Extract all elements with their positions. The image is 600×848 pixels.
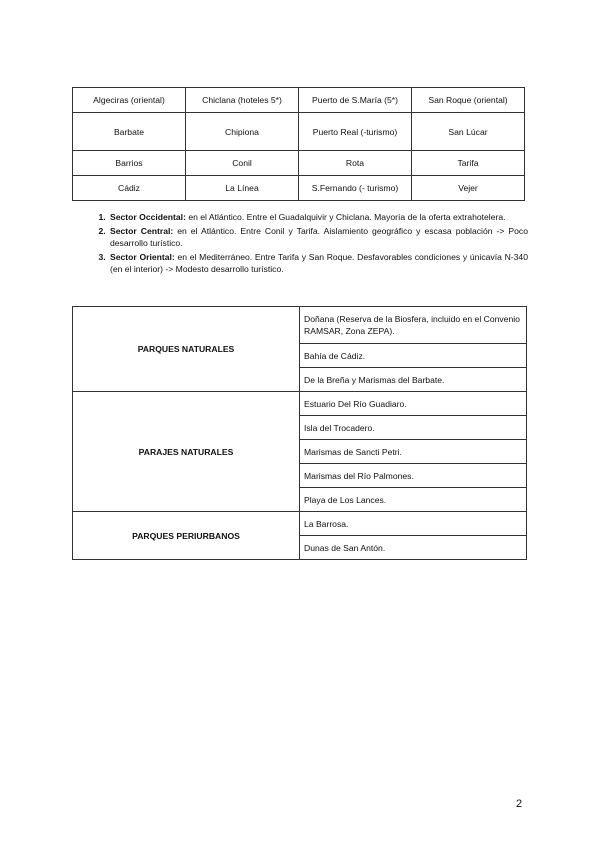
table-cell: La Línea	[186, 176, 299, 201]
sector-name: Sector Occidental:	[110, 212, 186, 222]
table-cell: Puerto Real (-turismo)	[299, 113, 412, 151]
park-item: Bahía de Cádiz.	[300, 344, 527, 368]
sector-item-oriental	[108, 251, 528, 276]
table-row	[73, 113, 525, 151]
table-row	[73, 151, 525, 176]
sector-description: en el Atlántico. Entre el Guadalquivir y Chiclana. Mayoría de la oferta extrahotelera.	[185, 212, 506, 222]
park-item: Marismas del Río Palmones.	[300, 464, 527, 488]
sector-list	[72, 211, 528, 277]
table-row	[73, 512, 527, 536]
table-cell: Tarifa	[412, 151, 525, 176]
park-item: Playa de Los Lances.	[300, 488, 527, 512]
page-number: 2	[516, 798, 523, 810]
table-row	[73, 307, 527, 344]
sector-description: en el Atlántico. Entre Conil y Tarifa. Aislamiento geográfico y escasa población -> Poco desarrollo turístico.	[110, 225, 528, 249]
park-item: Isla del Trocadero.	[300, 416, 527, 440]
park-item: La Barrosa.	[300, 512, 527, 536]
table-cell: S.Fernando (- turismo)	[299, 176, 412, 201]
sector-item-central	[108, 225, 528, 250]
table-cell: Conil	[186, 151, 299, 176]
table-cell: Barbate	[73, 113, 186, 151]
table-row	[73, 392, 527, 416]
park-item: De la Breña y Marismas del Barbate.	[300, 368, 527, 392]
table-row	[73, 88, 525, 113]
park-item: Doñana (Reserva de la Biosfera, incluido en el Convenio RAMSAR, Zona ZEPA).	[300, 307, 527, 344]
park-item: Marismas de Sancti Petri.	[300, 440, 527, 464]
table-cell: Chiclana (hoteles 5*)	[186, 88, 299, 113]
table-cell: Puerto de S.María (5*)	[299, 88, 412, 113]
category-parques-naturales: PARQUES NATURALES	[73, 307, 300, 392]
park-item: Estuario Del Río Guadiaro.	[300, 392, 527, 416]
sector-name: Sector Central:	[110, 225, 174, 236]
table-cell: San Roque (oriental)	[412, 88, 525, 113]
table-cell: San Lúcar	[412, 113, 525, 151]
sector-description: en el Mediterráneo. Entre Tarifa y San Roque. Desfavorables condiciones y únicavía N-340 (en el interior) -> Modesto desarrollo turístico.	[110, 252, 528, 275]
towns-table	[72, 87, 525, 201]
protected-areas-table	[72, 306, 527, 560]
table-cell: Barrios	[73, 151, 186, 176]
table-cell: Rota	[299, 151, 412, 176]
category-parques-periurbanos: PARQUES PERIURBANOS	[73, 512, 300, 560]
table-cell: Algeciras (oriental)	[73, 88, 186, 113]
table-row	[73, 176, 525, 201]
category-parajes-naturales: PARAJES NATURALES	[73, 392, 300, 512]
sector-name: Sector Oriental:	[110, 252, 175, 262]
table-cell: Chipiona	[186, 113, 299, 151]
table-cell: Cádiz	[73, 176, 186, 201]
sector-item-occidental	[108, 211, 528, 223]
table-cell: Vejer	[412, 176, 525, 201]
park-item: Dunas de San Antón.	[300, 536, 527, 560]
